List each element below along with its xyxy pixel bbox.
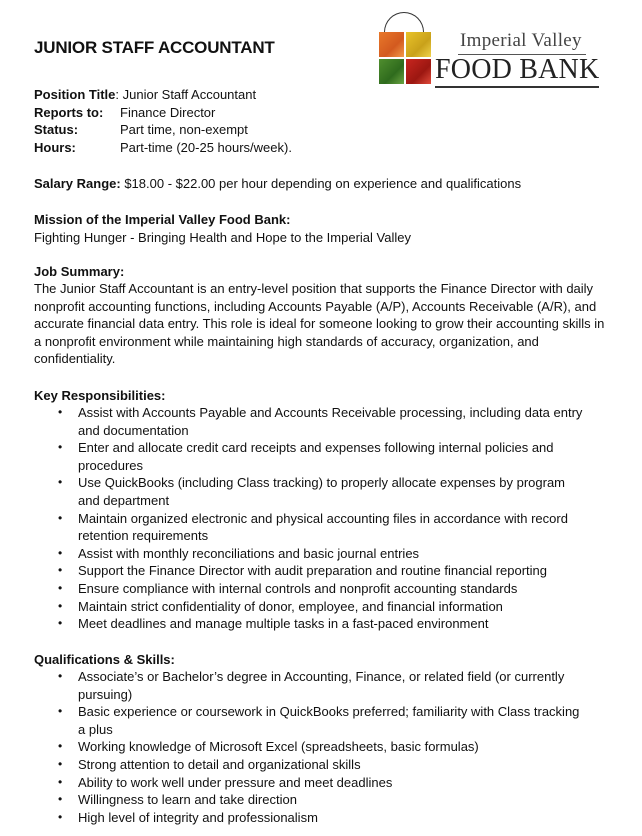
- bullet-icon: •: [58, 704, 63, 719]
- list-item: • Maintain strict confidentiality of donor, employee, and financial information: [58, 598, 503, 614]
- list-item: • Basic experience or coursework in QuickBooks preferred; familiarity with Class tracking a plus: [58, 704, 580, 737]
- job-summary-text: The Junior Staff Accountant is an entry-level position that supports the Finance Director with daily nonprofit accounting functions, including Accounts Payable (A/P), Accounts Receivable (A/R), and accurate financial data entry. This role is ideal for someone looking to grow their accounting skills in a nonprofit environment while maintaining high standards of accuracy, organization, and confidentiality.: [34, 281, 605, 367]
- bullet-icon: •: [58, 739, 63, 754]
- produce-basket-icon: [379, 32, 431, 84]
- bullet-icon: •: [58, 440, 63, 455]
- bullet-icon: •: [58, 580, 63, 595]
- field-label: Reports to:: [34, 104, 104, 120]
- logo-text-food-bank: FOOD BANK: [435, 54, 600, 85]
- greens-quadrant-icon: [379, 59, 404, 84]
- field-value: Junior Staff Accountant: [122, 87, 257, 102]
- position-fields: [34, 86, 292, 156]
- logo-underline: [435, 86, 599, 88]
- list-item: • Willingness to learn and take direction: [58, 792, 297, 808]
- bullet-icon: •: [58, 669, 63, 683]
- field-value: Part time, non-exempt: [120, 122, 248, 138]
- list-item: • Use QuickBooks (including Class tracking) to properly allocate expenses by program and department: [58, 475, 565, 508]
- logo-text-imperial-valley: Imperial Valley: [460, 30, 582, 51]
- job-summary-heading: Job Summary:: [34, 264, 125, 279]
- field-position-title: [34, 86, 256, 104]
- list-item: • Ability to work well under pressure and meet deadlines: [58, 774, 393, 790]
- list-item: • Strong attention to detail and organizational skills: [58, 756, 361, 772]
- responsibilities-heading: Key Responsibilities:: [34, 388, 166, 403]
- list-item: • High level of integrity and professionalism: [58, 809, 318, 825]
- mission-text: Fighting Hunger - Bringing Health and Hope to the Imperial Valley: [34, 230, 411, 245]
- field-label: Hours:: [34, 139, 76, 155]
- field-status: [34, 121, 256, 139]
- bullet-icon: •: [58, 475, 63, 490]
- salary-label: Salary Range:: [34, 176, 121, 191]
- bullet-icon: •: [58, 563, 63, 578]
- mission-heading: Mission of the Imperial Valley Food Bank:: [34, 212, 291, 227]
- list-item: • Ensure compliance with internal controls and nonprofit accounting standards: [58, 580, 518, 596]
- document-title: JUNIOR STAFF ACCOUNTANT: [34, 38, 275, 57]
- bullet-icon: •: [58, 809, 63, 824]
- bullet-icon: •: [58, 616, 63, 631]
- qualifications-heading: Qualifications & Skills:: [34, 652, 175, 667]
- bullet-icon: •: [58, 756, 63, 771]
- bullet-icon: •: [58, 510, 63, 525]
- bullet-icon: •: [58, 774, 63, 789]
- field-reports-to: [34, 104, 256, 122]
- list-item: • Maintain organized electronic and physical accounting files in accordance with record retention requirements: [58, 510, 568, 544]
- salary-value: $18.00 - $22.00 per hour depending on experience and qualifications: [124, 176, 522, 191]
- list-item: • Assist with monthly reconciliations and basic journal entries: [58, 545, 420, 561]
- list-item: • Assist with Accounts Payable and Accounts Receivable processing, including data entry and documentation: [58, 405, 583, 438]
- corn-quadrant-icon: [406, 32, 431, 57]
- list-item: • Associate’s or Bachelor’s degree in Accounting, Finance, or related field (or currently pursuing): [58, 669, 565, 702]
- bullet-icon: •: [58, 405, 63, 419]
- responsibilities-list: [34, 404, 588, 633]
- list-item: • Working knowledge of Microsoft Excel (spreadsheets, basic formulas): [58, 739, 479, 755]
- field-separator: :: [115, 87, 123, 102]
- food-bank-logo: [372, 8, 612, 88]
- field-hours: [34, 139, 292, 157]
- list-item: • Enter and allocate credit card receipts and expenses following internal policies and procedures: [58, 440, 554, 473]
- list-item: • Support the Finance Director with audit preparation and routine financial reporting: [58, 563, 547, 579]
- tomato-quadrant-icon: [406, 59, 431, 84]
- salary-range: [34, 175, 521, 193]
- bullet-icon: •: [58, 545, 63, 560]
- bullet-icon: •: [58, 792, 63, 807]
- carrot-quadrant-icon: [379, 32, 404, 57]
- field-label: Status:: [34, 122, 79, 138]
- list-item: • Meet deadlines and manage multiple tasks in a fast-paced environment: [58, 616, 489, 632]
- field-label: Position Title: [34, 87, 116, 102]
- field-value: Finance Director: [120, 104, 216, 120]
- qualifications-list: [34, 668, 588, 826]
- bullet-icon: •: [58, 598, 63, 613]
- field-value: Part-time (20-25 hours/week).: [120, 139, 292, 155]
